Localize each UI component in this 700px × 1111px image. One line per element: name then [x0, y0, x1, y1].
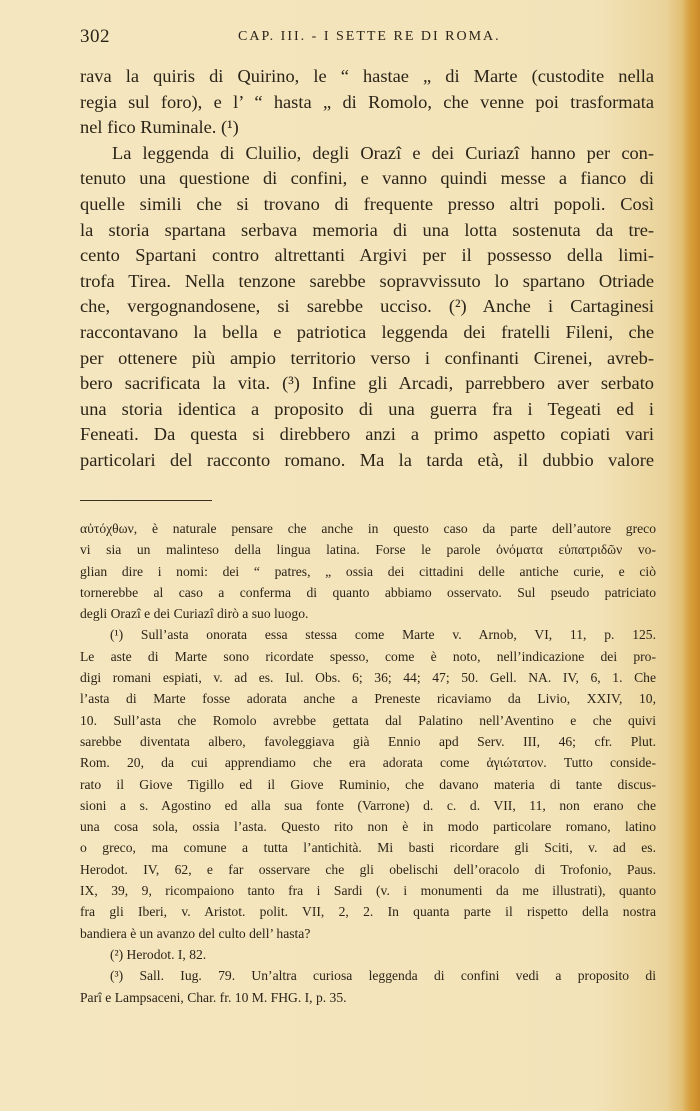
footnote-line: Parî e Lampsaceni, Char. fr. 10 M. FHG. I, p. 35.	[80, 989, 347, 1005]
footnote-line: o greco, ma comune a tutta l’antichità. Mi basti ricordare gli Sciti, v. ad es.	[80, 840, 656, 856]
footnote-line: Rom. 20, da cui apprendiamo che era adorata come ἁγιώτατον. Tutto conside-	[80, 755, 656, 771]
body-line: cento Spartani contro altrettanti Argivi per il possesso della limi-	[80, 245, 654, 266]
main-text	[80, 64, 654, 474]
body-line: bero sacrificata la vita. (³) Infine gli Arcadi, parrebbero aver serbato	[80, 373, 654, 394]
footnote-line: rato il Giove Tigillo ed il Giove Ruminio, che davano materia di tante discus-	[80, 776, 656, 792]
running-head: CAP. III. - I SETTE RE DI ROMA.	[238, 29, 501, 44]
body-line: trofa Tirea. Nella tenzone sarebbe sopravvissuto lo spartano Otriade	[80, 270, 654, 291]
body-line: La leggenda di Cluilio, degli Orazî e dei Curiazî hanno per con-	[112, 142, 654, 163]
footnote-line: Le aste di Marte sono ricordate spesso, come è noto, nell’indicazione dei pro-	[80, 648, 656, 664]
footnote-2: (²) Herodot. I, 82.	[110, 946, 207, 962]
page-edge-shadow	[682, 0, 700, 1111]
body-line: tenuto una questione di confini, e vanno quindi messe a fianco di	[80, 168, 654, 189]
footnote-line: tornerebbe al caso a conferma di quanto abbiamo osservato. Sul pseudo patriciato	[80, 584, 656, 600]
footnote-line: Herodot. IV, 62, e far osservare che gli obelischi dell’oracolo di Trofonio, Paus.	[80, 861, 656, 877]
body-line: Feneati. Da questa si direbbero anzi a primo aspetto copiati vari	[80, 424, 654, 445]
footnote-line: bandiera è un avanzo del culto dell’ hasta?	[80, 925, 311, 941]
footnote-line: 10. Sull’asta che Romolo avrebbe gettata dal Palatino nell’Aventino e che quivi	[80, 712, 656, 728]
body-line: la storia spartana serbava memoria di una lotta sostenuta da tre-	[80, 219, 654, 240]
footnote-line: degli Orazî e dei Curiazî dirò a suo luogo.	[80, 606, 309, 622]
body-line: particolari del racconto romano. Ma la tarda età, il dubbio valore	[80, 449, 654, 470]
page-number: 302	[80, 26, 110, 47]
footnote-separator	[80, 500, 212, 501]
footnote-line: digi romani espiati, v. ad es. Iul. Obs. 6; 36; 44; 47; 50. Gell. NA. IV, 6, 1. Che	[80, 670, 656, 686]
footnote-line: fra gli Iberi, v. Aristot. polit. VII, 2, 2. In quanta parte il rispetto della nostra	[80, 904, 656, 920]
footnote-line: l’asta di Marte fosse adorata anche a Preneste ricaviamo da Livio, XXIV, 10,	[80, 691, 656, 707]
footnote-line: IX, 39, 9, ricompaiono tanto fra i Sardi (v. i monumenti da me illustrati), quanto	[80, 883, 656, 899]
page-header	[80, 26, 650, 50]
body-line: rava la quiris di Quirino, le “ hastae „ di Marte (custodite nella	[80, 66, 654, 86]
body-line: una storia identica a proposito di una guerra fra i Tegeati ed i	[80, 398, 654, 419]
footnote-line: sarebbe diventata albero, favoleggiava già Ennio apd Serv. III, 46; cfr. Plut.	[80, 733, 656, 749]
body-line: quelle simili che si trovano di frequente presso altri popoli. Così	[80, 193, 654, 214]
body-line: nel fico Ruminale. (¹)	[80, 117, 239, 138]
body-line: che, vergognandosene, si sarebbe ucciso. (²) Anche i Cartaginesi	[80, 296, 654, 317]
footnote-line: una cosa sola, ossia l’asta. Questo rito non è in modo particolare romano, latino	[80, 819, 656, 835]
footnotes	[80, 518, 656, 1008]
footnote-line: αὐτόχθων, è naturale pensare che anche in questo caso da parte dell’autore greco	[80, 521, 656, 536]
body-line: raccontavano la bella e patriotica leggenda dei fratelli Fileni, che	[80, 321, 654, 342]
footnote-line: sioni a s. Agostino ed alla sua fonte (Varrone) d. c. d. VII, 11, non erano che	[80, 797, 656, 813]
body-line: regia sul foro), e l’ “ hasta „ di Romolo, che venne poi trasformata	[80, 91, 654, 112]
body-line: per ottenere più ampio territorio verso i confinanti Cirenei, avreb-	[80, 347, 654, 368]
footnote-1: (¹) Sull’asta onorata essa stessa come Marte v. Arnob, VI, 11, p. 125.	[110, 627, 656, 643]
footnote-line: glian dire i nomi: dei “ patres, „ ossia dei cittadini delle antiche curie, e ciò	[80, 563, 656, 579]
footnote-3: (³) Sall. Iug. 79. Un’altra curiosa leggenda di confini vedi a proposito di	[110, 968, 656, 984]
footnote-line: vi sia un malinteso della lingua latina. Forse le parole ὀνόματα εὐπατριδῶν vo-	[80, 542, 656, 558]
